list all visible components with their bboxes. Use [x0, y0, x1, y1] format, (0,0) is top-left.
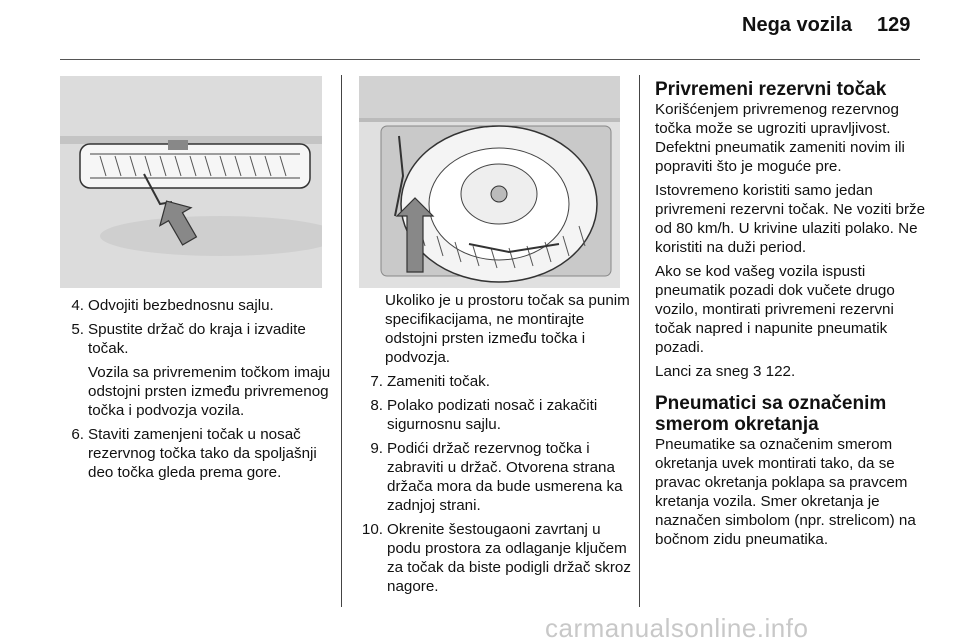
middle-column — [353, 291, 631, 601]
left-column — [60, 296, 332, 487]
watermark-site: carmanualsonline.info — [545, 613, 809, 643]
item-text: Staviti zamenjeni točak u nosač rezervnog točka tako da spoljašnji deo točka gleda prema gore. — [88, 426, 317, 481]
item-text: Spustite držač do kraja i izvadite točak. — [88, 321, 306, 357]
page-number: 129 — [877, 14, 911, 36]
reference-page: 122. — [765, 363, 796, 380]
heading-line: smerom okretanja — [655, 414, 819, 435]
item-number: 9. — [370, 440, 383, 457]
item-text: Okrenite šestougaoni zavrtanj u podu prostora za odlaganje ključem za točak da biste podigli držač skroz nagore. — [387, 521, 631, 595]
section-title: Nega vozila — [742, 14, 853, 36]
list-item — [60, 296, 332, 315]
column-divider-1 — [341, 75, 342, 607]
paragraph: Istovremeno koristiti samo jedan privremeni rezervni točak. Ne voziti brže od 80 km/h. U krivine ulaziti polako. Ne koristiti na duži period. — [655, 182, 926, 256]
column-divider-2 — [639, 75, 640, 607]
item-number: 5. — [71, 321, 84, 338]
list-item — [353, 396, 631, 434]
illustration-spare-wheel-carrier — [359, 76, 620, 288]
item-text: Podići držač rezervnog točka i zabraviti u držač. Otvorena strana držača mora da bude usmerena ka zadnjoj strani. — [387, 440, 623, 514]
list-item — [60, 320, 332, 358]
item-number: 8. — [370, 397, 383, 414]
note-text: Vozila sa privremenim točkom imaju odstojni prsten između privremenog točka i podvozja vozila. — [88, 364, 331, 419]
item-number: 7. — [370, 373, 383, 390]
right-column — [655, 79, 927, 554]
item-number: 6. — [71, 426, 84, 443]
item-text: Zameniti točak. — [387, 373, 490, 390]
list-item — [353, 520, 631, 596]
list-item — [353, 372, 631, 391]
item-text: Polako podizati nosač i zakačiti sigurnosnu sajlu. — [387, 397, 598, 433]
page-reference-arrow-icon: 3 — [752, 363, 762, 380]
paragraph: Korišćenjem privremenog rezervnog točka može se ugroziti upravljivost. Defektni pneumatik zameniti novim ili popraviti što je moguće pre. — [655, 101, 905, 175]
cross-reference — [655, 362, 927, 381]
item-text: Odvojiti bezbednosnu sajlu. — [88, 297, 274, 314]
illustration-spare-wheel-lowered — [60, 76, 322, 288]
reference-text: Lanci za sneg — [655, 363, 749, 380]
paragraph: Pneumatike sa označenim smerom okretanja uvek montirati tako, da se pravac okretanja poklapa sa pravcem kretanja vozila. Smer okretanja je naznačen simbolom (npr. strelicom) na bočnom zidu pneumatika. — [655, 436, 916, 548]
heading-line: Pneumatici sa označenim — [655, 393, 887, 414]
paragraph: Ako se kod vašeg vozila ispusti pneumatik pozadi dok vučete drugo vozilo, montirati privremeni rezervni točak napred i napunite pneumatik pozadi. — [655, 263, 895, 356]
section-heading: Privremeni rezervni točak — [655, 79, 887, 100]
list-item — [60, 425, 332, 482]
item-number: 10. — [361, 521, 383, 538]
header-rule — [60, 59, 920, 60]
section-heading — [655, 393, 927, 435]
item-number: 4. — [71, 297, 84, 314]
intro-text: Ukoliko je u prostoru točak sa punim specifikacijama, ne montirajte odstojni prsten između točka i podvozja. — [385, 292, 630, 366]
list-item — [353, 439, 631, 515]
